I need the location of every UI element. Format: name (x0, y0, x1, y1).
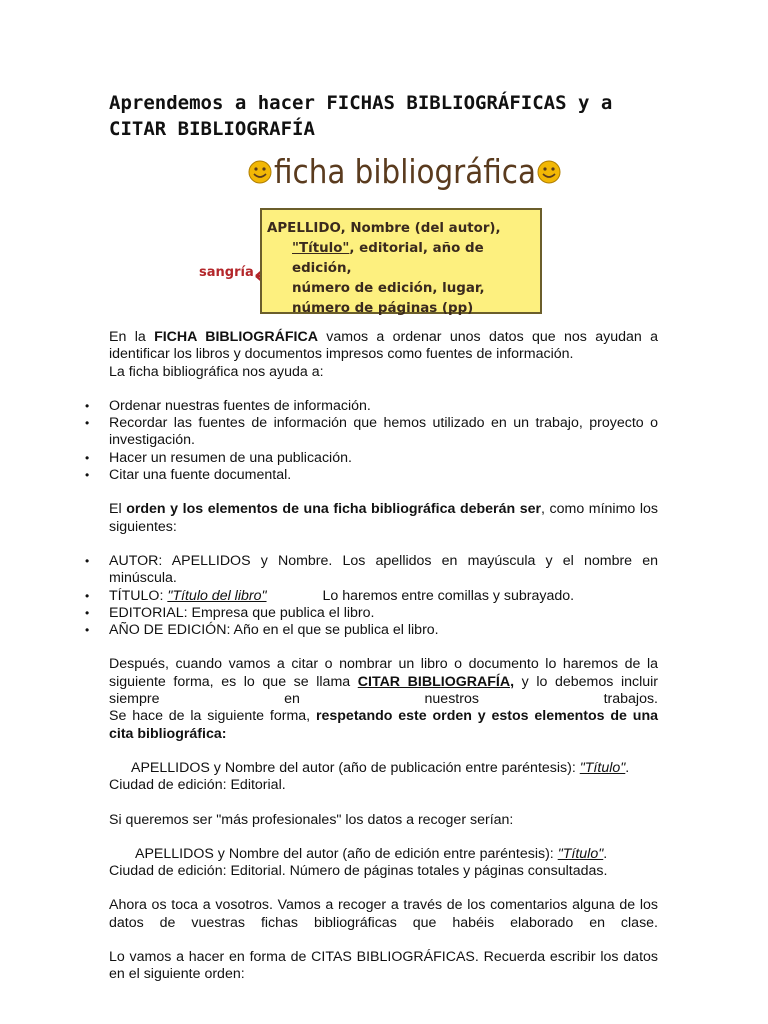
titulo-note: Lo haremos entre comillas y subrayado. (322, 587, 575, 604)
list-item-editorial: • EDITORIAL: Empresa que publica el libro. (109, 605, 658, 622)
cite-line-2-post: y lo debemos incluir (514, 673, 658, 690)
order-post: , como mínimo los siguientes: (109, 501, 659, 535)
cite-line-4-bold: respetando este orden y estos elementos de una cita bibliográfica: (109, 708, 659, 742)
list-item: • Hacer un resumen de una publicación. (109, 450, 658, 467)
titulo-label: TÍTULO: (109, 587, 168, 604)
order-paragraph (109, 501, 658, 536)
intro-line-3: La ficha bibliográfica nos ayuda a: (109, 363, 324, 380)
logo-text: ficha bibliográfica (274, 152, 536, 191)
ficha-titulo: "Título" (292, 241, 350, 256)
document-title: Aprendemos a hacer FICHAS BIBLIOGRÁFICAS y a CITAR BIBLIOGRAFÍA (109, 92, 613, 140)
cite-line-1: Después, cuando vamos a citar o nombrar un libro o documento lo haremos de la (109, 656, 658, 673)
format1-pre: APELLIDOS y Nombre del autor (año de publicación entre paréntesis): (131, 759, 580, 776)
titulo-example: "Título del libro" (167, 587, 267, 604)
format1-line-1 (109, 760, 658, 777)
format1-line-2: Ciudad de edición: Editorial. (109, 777, 286, 794)
intro-line-2: identificar los libros y documentos impresos como fuentes de información. (109, 346, 574, 363)
list-item-anio: • AÑO DE EDICIÓN: Año en el que se publica el libro. (109, 622, 658, 639)
ficha-example-figure (194, 208, 554, 320)
intro-bold: FICHA BIBLIOGRÁFICA (154, 329, 318, 345)
cite-line-2-bold: CITAR BIBLIOGRAFÍA, (357, 673, 515, 690)
elements-list (109, 553, 658, 639)
smiley-left-icon (249, 161, 271, 183)
list-item: • Ordenar nuestras fuentes de información. (109, 398, 658, 415)
ficha-line-2-rest: , editorial, año de edición, (292, 241, 484, 276)
format1-post: . (625, 759, 630, 776)
format2-post: . (603, 845, 608, 862)
ficha-line-3: número de edición, lugar, (292, 281, 485, 296)
ficha-card (260, 208, 542, 314)
ficha-line-4: número de páginas (pp) (292, 301, 474, 316)
list-item: • Recordar las fuentes de información que hemos utilizado en un trabajo, proyecto o investigación. (109, 415, 658, 450)
order-pre: El (109, 501, 127, 518)
purposes-list (109, 398, 658, 484)
format1-titulo: "Título" (579, 759, 626, 776)
ficha-line-1: APELLIDO, Nombre (del autor), (267, 221, 501, 236)
intro-line-1 (109, 329, 658, 346)
task-paragraph: Ahora os toca a vosotros. Vamos a recoger a través de los comentarios alguna de los datos de vuestras fichas bibliográficas que habéis elaborado en clase. (109, 897, 658, 931)
list-item: • Citar una fuente documental. (109, 467, 658, 484)
cite-line-4 (109, 708, 658, 743)
final-paragraph: Lo vamos a hacer en forma de CITAS BIBLIOGRÁFICAS. Recuerda escribir los datos en el siguiente orden: (109, 949, 658, 983)
cite-line-2-pre: siguiente forma, es lo que se llama (109, 673, 358, 690)
smiley-right-icon (538, 161, 560, 183)
ficha-bibliografica-logo (246, 146, 566, 196)
cite-line-4-pre: Se hace de la siguiente forma, (109, 708, 316, 725)
format2-pre: APELLIDOS y Nombre del autor (año de edición entre paréntesis): (135, 845, 558, 862)
cite-line-3: siempre en nuestros trabajos. (109, 691, 658, 708)
ficha-line-2 (267, 239, 540, 279)
intro-pre: En la (109, 329, 155, 345)
logo-graphic (246, 146, 566, 196)
pro-intro: Si queremos ser "más profesionales" los datos a recoger serían: (109, 811, 514, 828)
document-body (109, 329, 658, 984)
format2-titulo: "Título" (557, 845, 604, 862)
order-bold: orden y los elementos de una ficha bibliográfica deberán ser (126, 501, 542, 518)
intro-post: vamos a ordenar unos datos que nos ayudan a (317, 329, 658, 345)
format2-line-1 (109, 846, 658, 863)
list-item-titulo (109, 588, 658, 605)
sangria-label: sangría (199, 265, 254, 280)
format2-line-2: Ciudad de edición: Editorial. Número de páginas totales y páginas consultadas. (109, 863, 608, 880)
list-item-autor: • AUTOR: APELLIDOS y Nombre. Los apellidos en mayúscula y el nombre en minúscula. (109, 553, 658, 588)
cite-line-2 (109, 674, 658, 691)
